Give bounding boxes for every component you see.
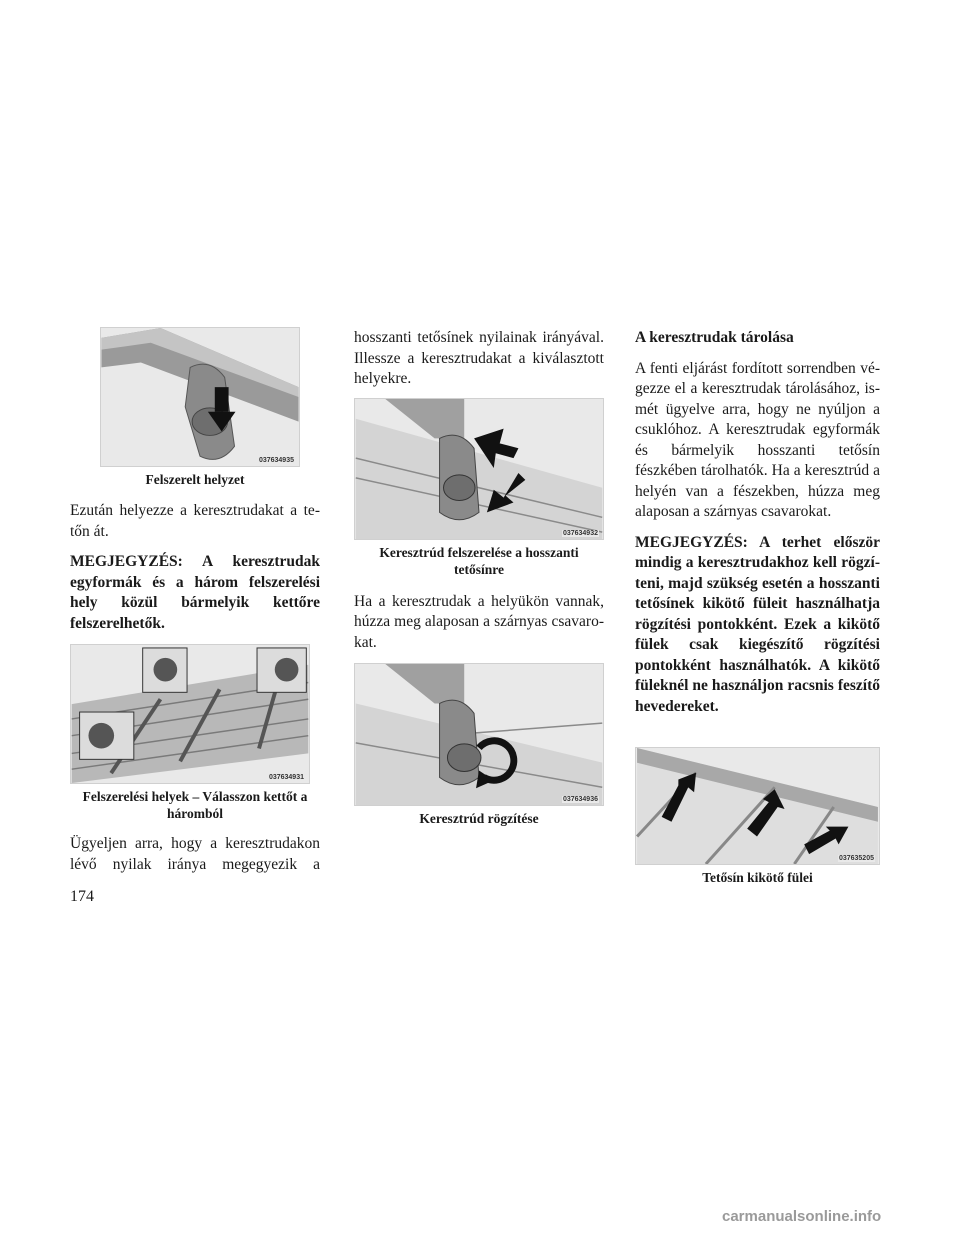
- paragraph: Ügyeljen arra, hogy a keresztrudakon lévő nyilak iránya megegyezik a: [70, 835, 320, 873]
- paragraph: A fenti eljárást fordított sorrendben végezze el a keresztrudak tárolásához, ismét ügyelve arra, hogy ne nyúljon a csuklóhoz. A keresztrudak egyformák és bármelyik hosszanti tetősín fészkében tárolhatók. Ha a keresztrúd a helyén van a fészekben, húzza meg alaposan a szárnyas csavarokat.: [635, 359, 880, 520]
- section-heading: A keresztrudak tárolása: [635, 329, 794, 346]
- note: MEGJEGYZÉS: A terhet először mindig a keresztrudakhoz kell rögzíteni, majd szükség esetén a hosszanti tetősínek kikötő füleit használhatja rögzítési pontokként. Ezek a kikötő fülek csak kiegészítő rögzítési pontokként használhatók. A kikötő füleknél ne használjon racsnis feszítő hevedereket.: [635, 533, 880, 715]
- crossbar-fixing-illustration: [355, 664, 603, 805]
- figure-crossbar-fixing: [354, 663, 604, 806]
- figure-crossbar-mounting: [354, 398, 604, 540]
- paragraph: Ha a keresztrudak a helyükön vannak, húzza meg alaposan a szárnyas csavarokat.: [354, 592, 604, 651]
- crossbar-illustration: [101, 328, 299, 466]
- roof-rack-illustration: [71, 645, 309, 783]
- figure-caption: Keresztrúd felszerelése a hosszanti tetősínre: [379, 544, 579, 577]
- paragraph: Ezután helyezze a keresztrudakat a tetőn át.: [70, 502, 320, 540]
- figure-caption: Keresztrúd rögzítése: [419, 811, 539, 826]
- figure-code: 037635205: [838, 855, 874, 862]
- figure-code: 037634932: [562, 529, 598, 537]
- figure-code: 037634935: [258, 457, 294, 464]
- paragraph: hosszanti tetősínek nyilainak irányával. Illessze a keresztrudakat a kiválasztott helyekre.: [354, 329, 604, 387]
- page-number: 174: [70, 888, 94, 905]
- column-1: [70, 327, 320, 875]
- figure-tie-down-loops: [635, 747, 880, 865]
- watermark-footer: carmanualsonline.info: [722, 1208, 882, 1225]
- note: MEGJEGYZÉS: A keresztrudak egyformák és a három felszerelési hely közül bármelyik kettőre felszerelhetők.: [70, 553, 320, 632]
- figure-code: 037634931: [268, 774, 304, 781]
- figure-code: 037634936: [562, 796, 598, 803]
- tie-down-loops-illustration: [636, 748, 879, 864]
- crossbar-mounting-illustration: [355, 399, 603, 539]
- figure-installed-position: [100, 327, 300, 467]
- column-3: [635, 328, 880, 886]
- column-2: [354, 328, 604, 827]
- figure-caption: Felszerelt helyzet: [145, 472, 245, 487]
- figure-caption: Felszerelési helyek – Válasszon kettőt a háromból: [82, 789, 308, 821]
- figure-mounting-locations: [70, 644, 310, 784]
- figure-caption: Tetősín kikötő fülei: [702, 870, 813, 885]
